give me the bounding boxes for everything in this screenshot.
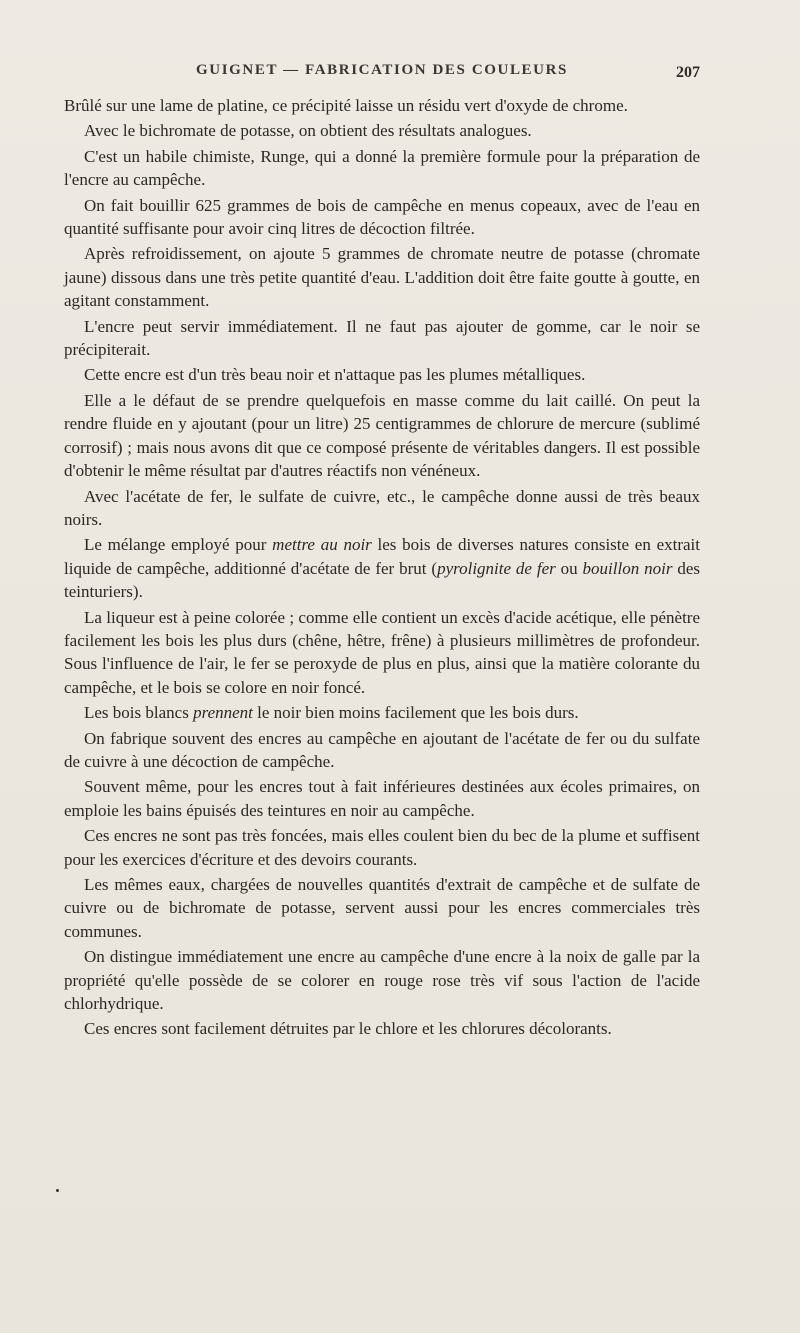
paragraph: Elle a le défaut de se prendre quelquefois en masse comme du lait caillé. On peut la rendre fluide en y ajoutant (pour un litre) 25 centigrammes de chlorure de mercure (sublimé corrosif) ; mais nous avons dit que ce composé présente de véritables dangers. Il est possible d'obtenir le même résultat par d'autres réactifs non vénéneux. <box>64 390 700 481</box>
page-number: 207 <box>676 64 700 81</box>
paragraph-with-italics <box>64 701 700 724</box>
paragraph: Brûlé sur une lame de platine, ce précipité laisse un résidu vert d'oxyde de chrome. <box>64 96 628 115</box>
paragraph: Cette encre est d'un très beau noir et n'attaque pas les plumes métalliques. <box>84 365 586 385</box>
italic-term: mettre au noir <box>272 535 372 555</box>
paragraph: Souvent même, pour les encres tout à fait inférieures destinées aux écoles primaires, on emploie les bains épuisés des teintures en noir au campêche. <box>64 777 700 820</box>
paragraph: L'encre peut servir immédiatement. Il ne faut pas ajouter de gomme, car le noir se précipiterait. <box>64 316 700 360</box>
text-run: les bois de diverses natures consiste en extrait liquide de campêche, additionné d'acétate de fer brut ( <box>64 535 700 578</box>
paragraph: Après refroidissement, on ajoute 5 grammes de chromate neutre de potasse (chromate jaune) dissous dans une très petite quantité d'eau. L'addition doit être faite goutte à goutte, en agitant constamment. <box>64 244 700 311</box>
paragraph: Avec l'acétate de fer, le sulfate de cuivre, etc., le campêche donne aussi de très beaux noirs. <box>64 486 700 529</box>
text-run: des teinturiers). <box>64 558 701 602</box>
running-head <box>64 62 700 86</box>
body-text <box>64 94 700 1043</box>
paragraph: Ces encres ne sont pas très foncées, mais elles coulent bien du bec de la plume et suffisent pour les exercices d'écriture et des devoirs courants. <box>64 826 700 869</box>
text-run: ou <box>555 558 583 578</box>
paragraph: La liqueur est à peine colorée ; comme elle contient un excès d'acide acétique, elle pénètre facilement les bois les plus durs (chêne, hêtre, frêne) à plusieurs millimètres de profondeur. Sous l'influence de l'air, le fer se peroxyde de plus en plus, ainsi que la matière colorante du campêche, et le bois se colore en noir foncé. <box>64 607 700 697</box>
italic-term: prennent <box>193 703 253 723</box>
paragraph: Les mêmes eaux, chargées de nouvelles quantités d'extrait de campêche et de sulfate de cuivre ou de bichromate de potasse, servent aussi pour les encres commerciales très communes. <box>64 875 700 941</box>
text-run: Le mélange employé pour <box>84 535 273 555</box>
ink-speck <box>56 1189 59 1192</box>
paragraph: C'est un habile chimiste, Runge, qui a donné la première formule pour la préparation de l'encre au campêche. <box>64 146 700 190</box>
paragraph-with-italics <box>64 533 700 603</box>
running-title: GUIGNET — FABRICATION DES COULEURS <box>196 62 568 78</box>
paragraph: On distingue immédiatement une encre au campêche d'une encre à la noix de galle par la propriété qu'elle possède de se colorer en rouge rose très vif sous l'action de l'acide chlorhydrique. <box>64 947 700 1014</box>
paragraph: Ces encres sont facilement détruites par le chlore et les chlorures décolorants. <box>84 1019 612 1039</box>
italic-term: pyrolignite de fer <box>437 558 556 578</box>
paragraph: On fait bouillir 625 grammes de bois de campêche en menus copeaux, avec de l'eau en quantité suffisante pour avoir cinq litres de décoction filtrée. <box>64 195 700 239</box>
text-run: le noir bien moins facilement que les bois durs. <box>252 703 579 723</box>
text-run: Les bois blancs <box>84 703 194 723</box>
paragraph: On fabrique souvent des encres au campêche en ajoutant de l'acétate de fer ou du sulfate de cuivre à une décoction de campêche. <box>64 728 700 771</box>
italic-term: bouillon noir <box>582 558 673 578</box>
paragraph: Avec le bichromate de potasse, on obtient des résultats analogues. <box>84 121 532 141</box>
